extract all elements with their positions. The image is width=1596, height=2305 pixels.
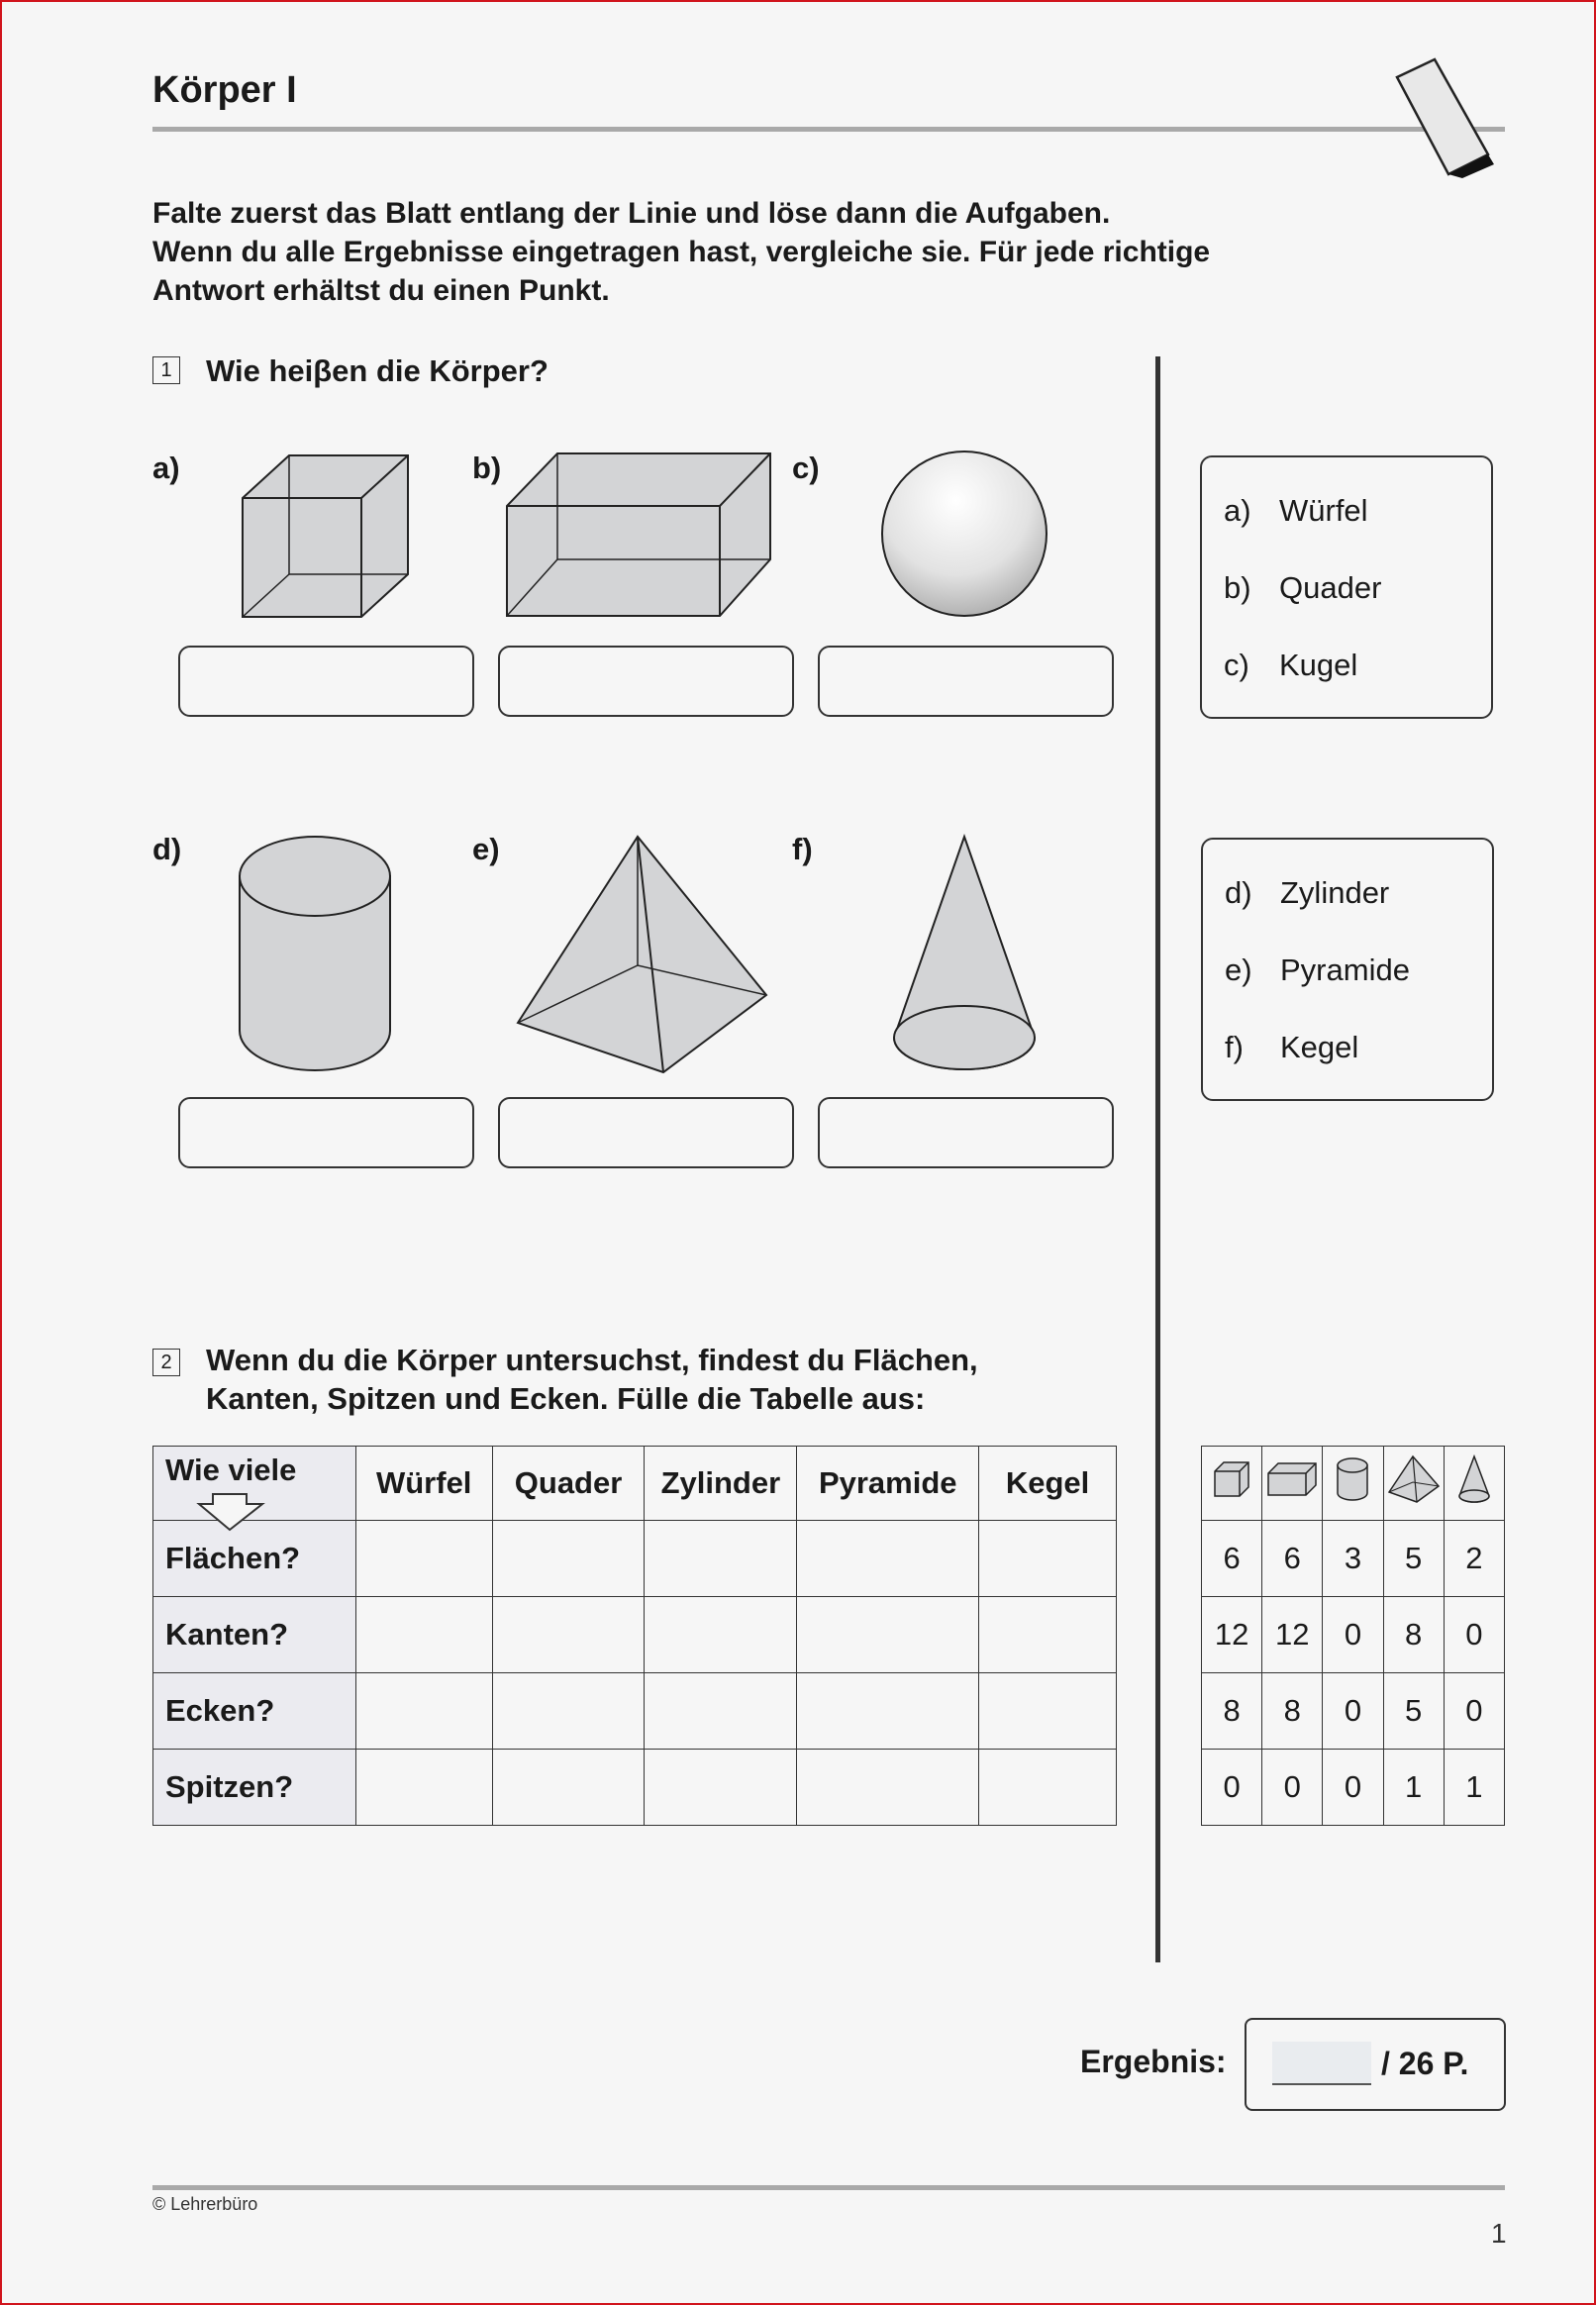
solution-item: f) Kegel xyxy=(1225,1030,1359,1064)
solution-item: c) Kugel xyxy=(1224,648,1358,682)
solution-value: 0 xyxy=(1323,1750,1383,1826)
table-cell[interactable] xyxy=(979,1673,1117,1750)
solution-row xyxy=(1202,1521,1505,1597)
sphere-icon xyxy=(879,449,1049,619)
copyright: © Lehrerbüro xyxy=(152,2194,258,2214)
label-d: d) xyxy=(152,832,182,866)
solution-value: 2 xyxy=(1444,1521,1504,1597)
column-header: Würfel xyxy=(355,1447,492,1521)
answer-field-e[interactable] xyxy=(498,1097,794,1168)
answer-field-d[interactable] xyxy=(178,1097,474,1168)
instruction-line: Antwort erhältst du einen Punkt. xyxy=(152,274,610,307)
column-header: Kegel xyxy=(979,1447,1117,1521)
answer-field-c[interactable] xyxy=(818,646,1114,717)
cuboid-icon xyxy=(503,451,775,619)
table-cell[interactable] xyxy=(355,1597,492,1673)
solution-row xyxy=(1202,1750,1505,1826)
table-row xyxy=(153,1673,1117,1750)
task-2-question: Wenn du die Körper untersuchst, findest du Flächen, Kanten, Spitzen und Ecken. Fülle die Tabelle aus: xyxy=(206,1343,978,1416)
header-rule xyxy=(152,127,1505,132)
table-cell[interactable] xyxy=(492,1673,645,1750)
pyramid-icon xyxy=(1387,1454,1441,1504)
table-cell[interactable] xyxy=(492,1750,645,1826)
solution-value: 0 xyxy=(1323,1597,1383,1673)
table-cell[interactable] xyxy=(645,1521,797,1597)
solution-value: 1 xyxy=(1444,1750,1504,1826)
solution-value: 6 xyxy=(1262,1521,1323,1597)
answer-field-a[interactable] xyxy=(178,646,474,717)
table-cell[interactable] xyxy=(979,1597,1117,1673)
solution-row xyxy=(1202,1597,1505,1673)
answer-field-b[interactable] xyxy=(498,646,794,717)
footer-rule xyxy=(152,2185,1505,2190)
cylinder-icon xyxy=(238,835,392,1074)
label-f: f) xyxy=(792,832,813,866)
table-cell[interactable] xyxy=(645,1597,797,1673)
row-header: Kanten? xyxy=(153,1597,356,1673)
table-cell[interactable] xyxy=(645,1673,797,1750)
cube-icon xyxy=(238,451,411,624)
cone-icon xyxy=(1457,1454,1491,1504)
table-cell[interactable] xyxy=(355,1750,492,1826)
table-cell[interactable] xyxy=(979,1521,1117,1597)
page-title: Körper I xyxy=(152,69,297,111)
solution-value: 0 xyxy=(1444,1673,1504,1750)
table-cell[interactable] xyxy=(492,1521,645,1597)
properties-table xyxy=(152,1446,1117,1826)
solution-icon-cell xyxy=(1262,1447,1323,1521)
table-row xyxy=(153,1750,1117,1826)
corner-cell xyxy=(153,1447,356,1521)
score-input[interactable] xyxy=(1272,2042,1371,2085)
solution-value: 5 xyxy=(1383,1521,1444,1597)
cube-icon xyxy=(1212,1459,1251,1499)
table-row xyxy=(153,1597,1117,1673)
table-cell[interactable] xyxy=(645,1750,797,1826)
result-box xyxy=(1245,2018,1506,2111)
row-header: Flächen? xyxy=(153,1521,356,1597)
answer-field-f[interactable] xyxy=(818,1097,1114,1168)
table-cell[interactable] xyxy=(492,1597,645,1673)
solution-item: b) Quader xyxy=(1224,570,1382,605)
page-number: 1 xyxy=(1491,2218,1507,2249)
solution-item: e) Pyramide xyxy=(1225,952,1410,987)
column-header: Pyramide xyxy=(797,1447,979,1521)
solution-value: 8 xyxy=(1262,1673,1323,1750)
corner-label: Wie viele xyxy=(165,1453,297,1487)
label-e: e) xyxy=(472,832,500,866)
table-cell[interactable] xyxy=(355,1521,492,1597)
row-header: Spitzen? xyxy=(153,1750,356,1826)
solution-value: 6 xyxy=(1202,1521,1262,1597)
table-cell[interactable] xyxy=(797,1597,979,1673)
table-cell[interactable] xyxy=(797,1750,979,1826)
solution-icon-cell xyxy=(1383,1447,1444,1521)
table-cell[interactable] xyxy=(797,1673,979,1750)
solution-value: 8 xyxy=(1202,1673,1262,1750)
solution-value: 0 xyxy=(1262,1750,1323,1826)
fold-marker-icon xyxy=(1391,57,1500,181)
solution-icon-cell xyxy=(1202,1447,1262,1521)
table-header-row xyxy=(153,1447,1117,1521)
instruction-line: Wenn du alle Ergebnisse eingetragen hast, vergleiche sie. Für jede richtige xyxy=(152,236,1211,268)
solution-box-abc xyxy=(1200,455,1493,719)
table-row xyxy=(153,1521,1117,1597)
solution-icon-cell xyxy=(1323,1447,1383,1521)
solution-value: 0 xyxy=(1323,1673,1383,1750)
table-cell[interactable] xyxy=(979,1750,1117,1826)
solution-icon-row xyxy=(1202,1447,1505,1521)
solution-icon-cell xyxy=(1444,1447,1504,1521)
task-number-2: 2 xyxy=(152,1349,180,1376)
fold-line xyxy=(1155,356,1160,1962)
cuboid-icon xyxy=(1266,1461,1318,1497)
table-cell[interactable] xyxy=(797,1521,979,1597)
solution-value: 12 xyxy=(1262,1597,1323,1673)
label-c: c) xyxy=(792,451,820,485)
instructions xyxy=(152,194,1390,310)
solution-row xyxy=(1202,1673,1505,1750)
cone-icon xyxy=(891,835,1038,1074)
label-a: a) xyxy=(152,451,180,485)
solution-value: 0 xyxy=(1444,1597,1504,1673)
task-1-question: Wie heiβen die Körper? xyxy=(206,353,549,388)
instruction-line: Falte zuerst das Blatt entlang der Linie und löse dann die Aufgaben. xyxy=(152,197,1111,230)
cylinder-icon xyxy=(1336,1456,1369,1502)
solution-value: 1 xyxy=(1383,1750,1444,1826)
task-number-1: 1 xyxy=(152,356,180,384)
arrow-down-icon xyxy=(197,1492,266,1532)
result-label: Ergebnis: xyxy=(1080,2044,1227,2079)
score-total: / 26 P. xyxy=(1381,2046,1469,2081)
solution-value: 0 xyxy=(1202,1750,1262,1826)
solution-value: 8 xyxy=(1383,1597,1444,1673)
column-header: Quader xyxy=(492,1447,645,1521)
column-header: Zylinder xyxy=(645,1447,797,1521)
solution-value: 3 xyxy=(1323,1521,1383,1597)
label-b: b) xyxy=(472,451,502,485)
row-header: Ecken? xyxy=(153,1673,356,1750)
pyramid-icon xyxy=(515,835,772,1074)
table-cell[interactable] xyxy=(355,1673,492,1750)
solution-value: 5 xyxy=(1383,1673,1444,1750)
solution-item: a) Würfel xyxy=(1224,493,1368,528)
solution-item: d) Zylinder xyxy=(1225,875,1390,910)
solution-value: 12 xyxy=(1202,1597,1262,1673)
solution-table xyxy=(1201,1446,1505,1826)
solution-box-def xyxy=(1201,838,1494,1101)
